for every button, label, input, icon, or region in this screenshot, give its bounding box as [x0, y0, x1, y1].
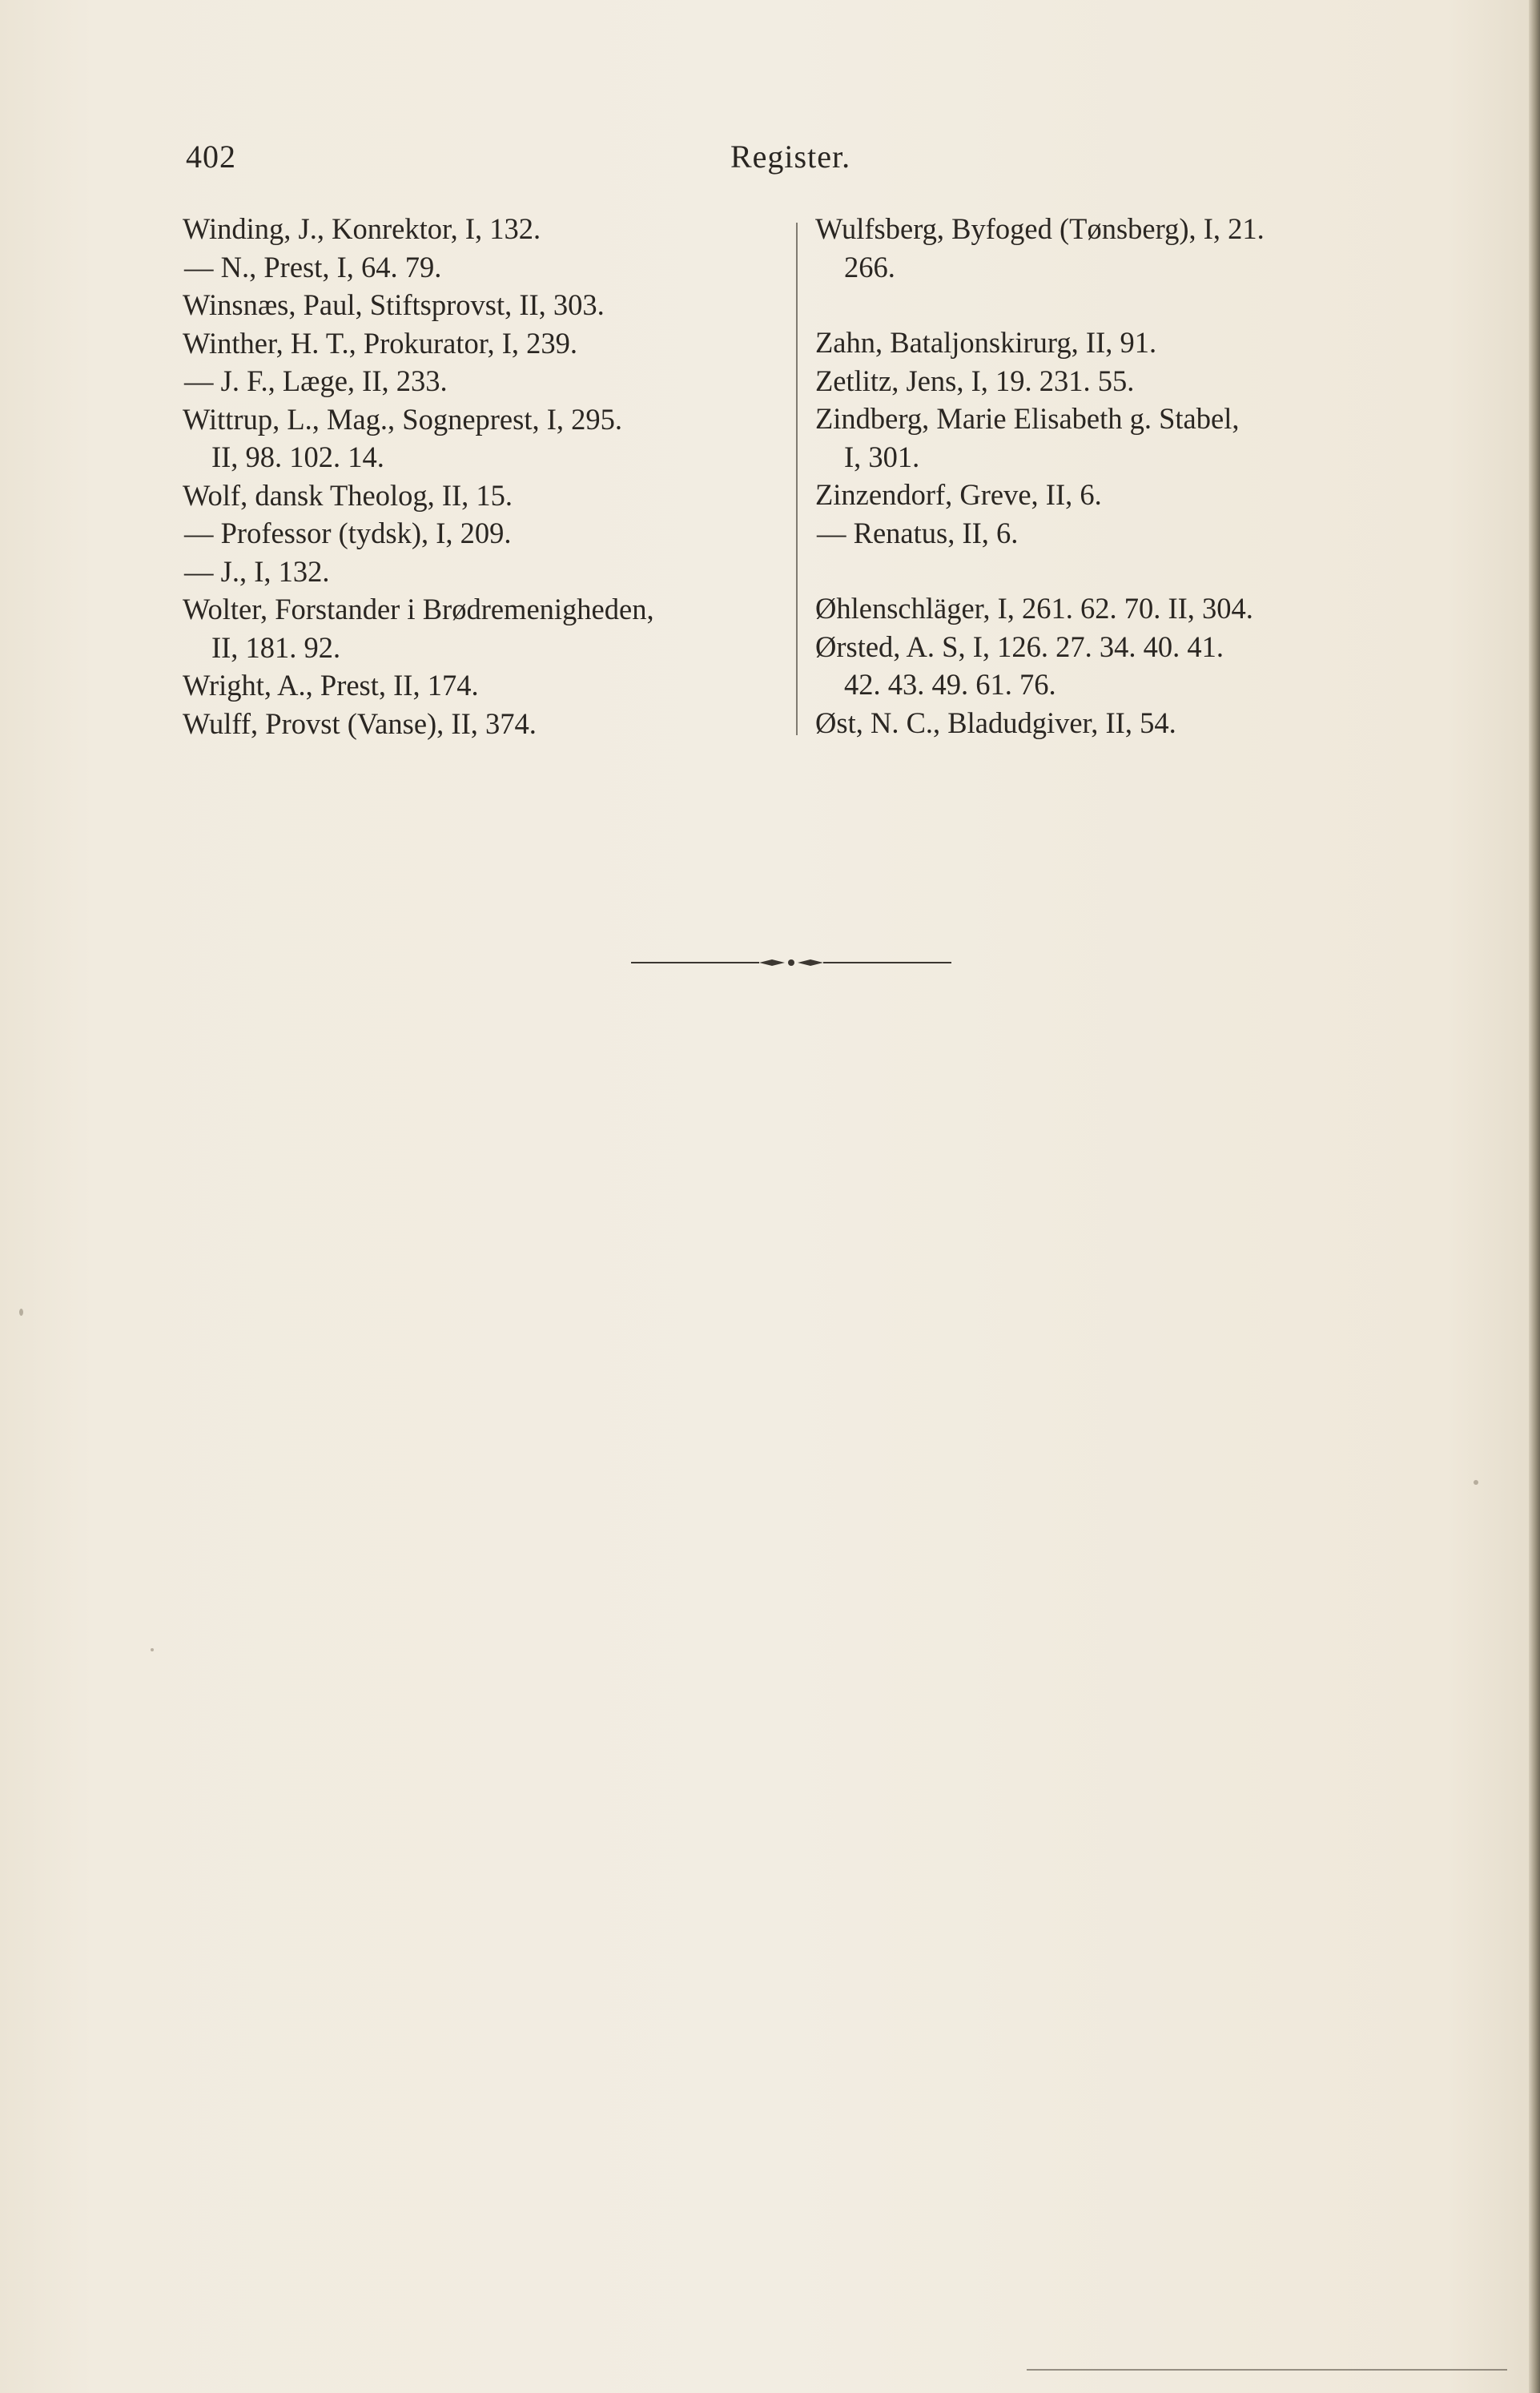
index-entry: Wittrup, L., Mag., Sogneprest, I, 295. — [183, 402, 622, 436]
index-entry: 266. — [844, 250, 895, 284]
running-head: Register. — [730, 139, 851, 175]
paper-speck — [1474, 1480, 1478, 1485]
index-entry: — N., Prest, I, 64. 79. — [184, 250, 442, 284]
index-entry: Wright, A., Prest, II, 174. — [183, 669, 479, 702]
index-entry: 42. 43. 49. 61. 76. — [844, 668, 1056, 701]
page-edge-shadow — [1529, 0, 1540, 2393]
section-gap — [815, 286, 1376, 324]
index-entry: Wulfsberg, Byfoged (Tønsberg), I, 21. — [815, 212, 1265, 245]
index-entry: — J., I, 132. — [184, 554, 330, 588]
index-entry: — Renatus, II, 6. — [817, 516, 1019, 549]
paper-speck — [151, 1648, 154, 1651]
index-entry: Øhlenschläger, I, 261. 62. 70. II, 304. — [815, 592, 1253, 625]
index-entry: Winther, H. T., Prokurator, I, 239. — [183, 326, 577, 360]
index-entry: Winsnæs, Paul, Stiftsprovst, II, 303. — [183, 288, 605, 321]
index-entry: Zinzendorf, Greve, II, 6. — [815, 478, 1102, 511]
index-entry: Wolter, Forstander i Brødremenigheden, — [183, 593, 654, 625]
index-entry: Wolf, dansk Theolog, II, 15. — [183, 478, 513, 512]
index-entry: Winding, J., Konrektor, I, 132. — [183, 212, 541, 245]
index-entry: Øst, N. C., Bladudgiver, II, 54. — [815, 706, 1176, 739]
index-entry: II, 181. 92. — [211, 630, 341, 664]
index-entry: — J. F., Læge, II, 233. — [184, 364, 448, 397]
end-ornament — [631, 958, 951, 967]
column-divider — [796, 223, 798, 735]
index-entry: Zindberg, Marie Elisabeth g. Stabel, — [815, 402, 1240, 435]
index-entry: I, 301. — [844, 440, 920, 473]
index-entry: II, 98. 102. 14. — [211, 440, 384, 473]
index-entry: — Professor (tydsk), I, 209. — [184, 517, 512, 549]
index-entry: Wulff, Provst (Vanse), II, 374. — [183, 706, 537, 740]
right-column — [815, 210, 1376, 742]
page-number: 402 — [186, 139, 236, 175]
paper-speck — [19, 1309, 23, 1316]
section-gap — [815, 552, 1376, 589]
page-bottom-line — [1027, 2369, 1507, 2371]
index-entry: Zetlitz, Jens, I, 19. 231. 55. — [815, 364, 1135, 397]
index-entry: Ørsted, A. S, I, 126. 27. 34. 40. 41. — [815, 629, 1224, 663]
left-column — [183, 210, 791, 742]
index-entry: Zahn, Bataljonskirurg, II, 91. — [815, 326, 1157, 359]
